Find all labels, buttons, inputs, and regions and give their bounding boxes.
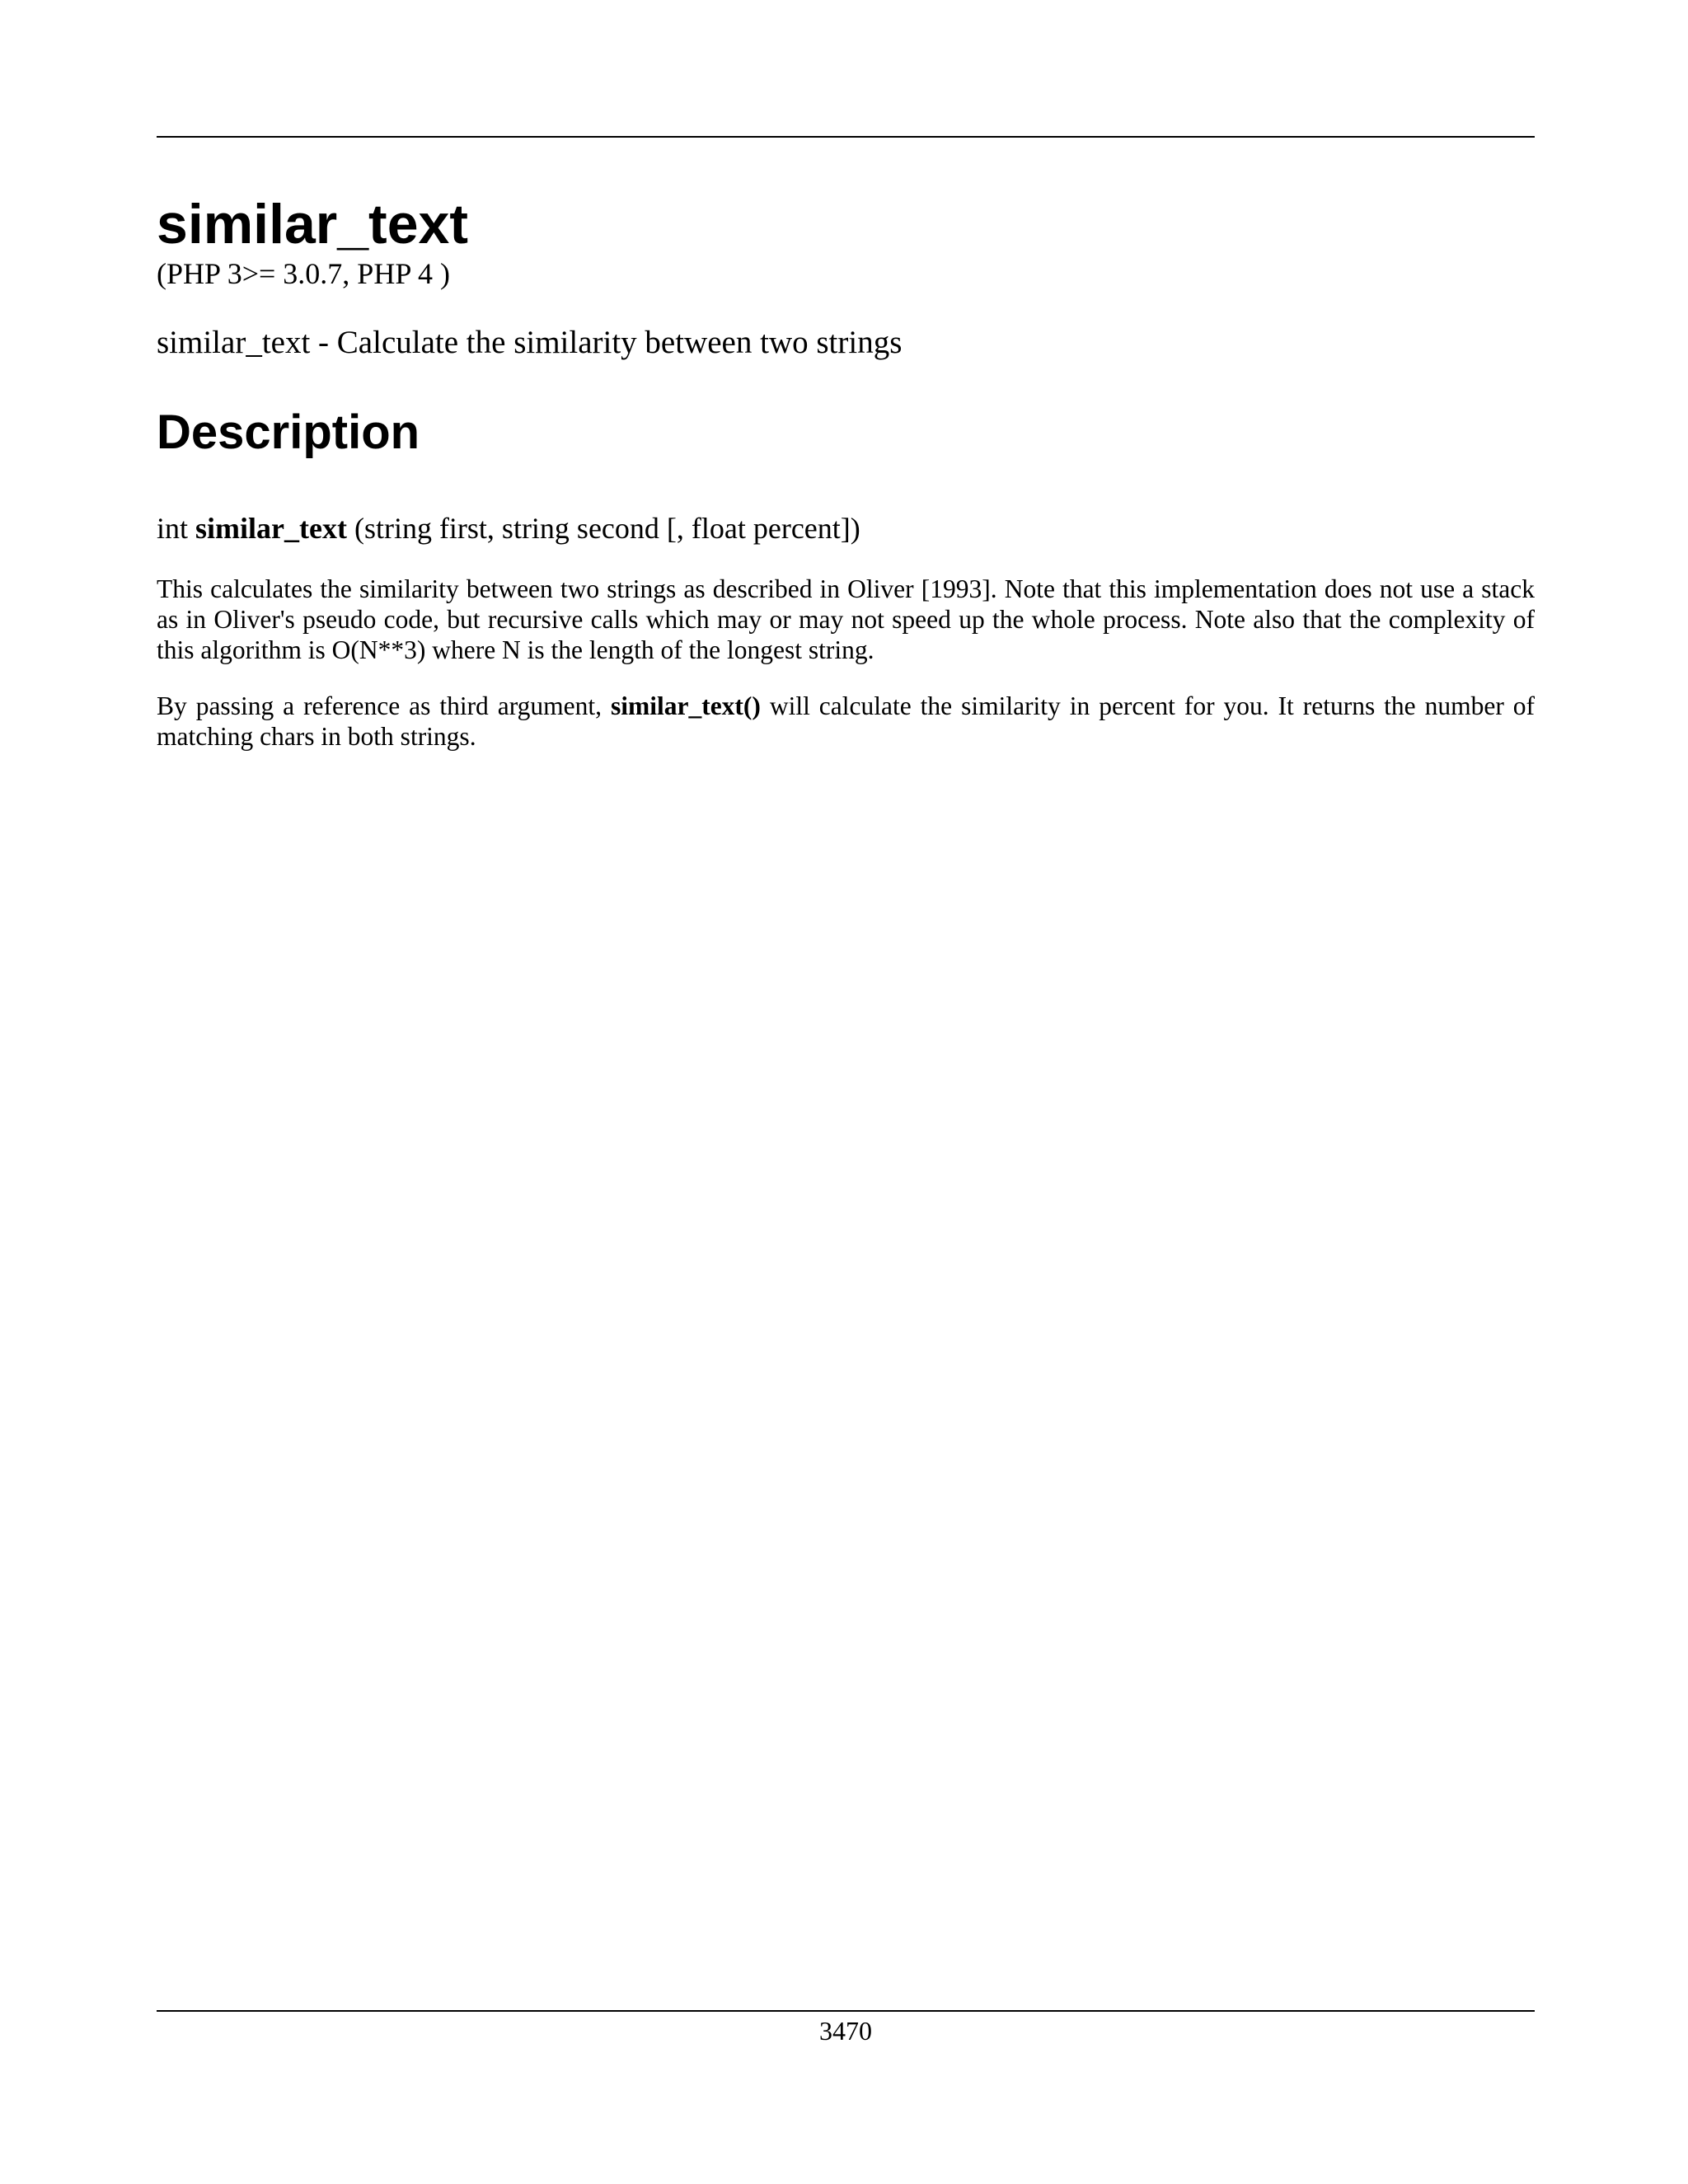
description-paragraph: This calculates the similarity between two strings as described in Oliver [1993]. Note that this implementation does not use a stack as in Oliver's pseudo code, but recursive calls which may or may not speed up the whole process. Note also that the complexity of this algorithm is O(N**3) where N is the length of the longest string. <box>157 574 1535 664</box>
return-type: int <box>157 512 189 545</box>
function-reference: similar_text() <box>610 691 761 720</box>
synopsis-function-name: similar_text <box>195 512 347 545</box>
paragraph-text: By passing a reference as third argument, <box>157 691 611 720</box>
footer-rule <box>157 2010 1535 2012</box>
function-purpose: similar_text - Calculate the similarity between two strings <box>157 325 903 360</box>
version-info: (PHP 3>= 3.0.7, PHP 4 ) <box>157 257 450 290</box>
paragraph-text: will calculate the similarity in percent for you. It returns the number of matching chars in both strings. <box>157 691 1535 751</box>
synopsis-params: (string first, string second [, float percent]) <box>354 512 860 545</box>
function-title: similar_text <box>157 193 468 255</box>
function-synopsis <box>157 509 860 547</box>
document-page <box>157 0 1535 2184</box>
page-number: 3470 <box>819 2016 872 2046</box>
description-paragraph <box>157 691 1535 752</box>
description-heading: Description <box>157 405 420 459</box>
header-rule <box>157 136 1535 138</box>
